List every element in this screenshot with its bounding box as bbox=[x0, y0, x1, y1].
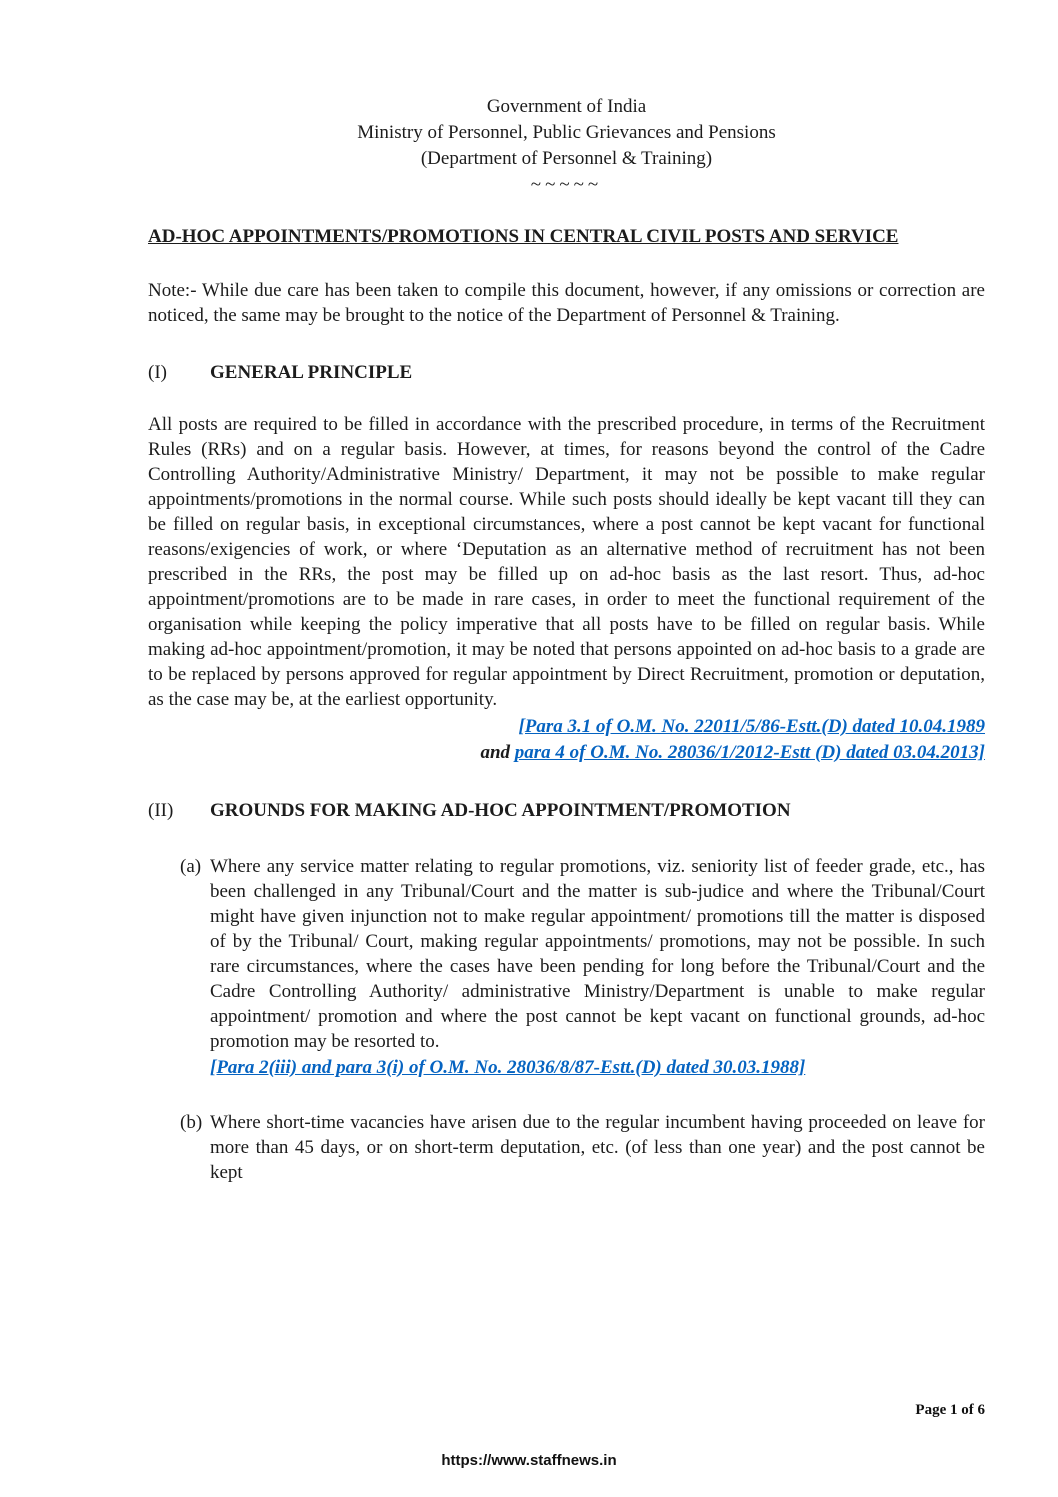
list-item-b-body bbox=[210, 1110, 985, 1185]
note-paragraph: Note:- While due care has been taken to compile this document, however, if any omissions or correction are noticed, the same may be brought to the notice of the Department of Personnel & Training. bbox=[148, 280, 985, 326]
section-2-number: (II) bbox=[148, 800, 174, 821]
list-item-a-text: Where any service matter relating to regular promotions, viz. seniority list of feeder grade, etc., has been challenged in any Tribunal/Court and the matter is sub-judice and where the Tribunal/Court might have given injunction not to make regular appointment/ promotions till the matter is disposed of by the Tribunal/ Court, making regular appointments/ promotions, may not be possible. In such rare circumstances, where the cases have been pending for long before the Tribunal/Court and the Cadre Controlling Authority/ administrative Ministry/Department is unable to make regular appointment/ promotion and where the post cannot be kept vacant on functional grounds, ad-hoc promotion may be resorted to. bbox=[210, 856, 985, 1052]
citation-link-1988[interactable]: [Para 2(iii) and para 3(i) of O.M. No. 28036/8/87-Estt.(D) dated 30.03.1988] bbox=[210, 1057, 806, 1078]
header-ministry-line: Ministry of Personnel, Public Grievances and Pensions bbox=[357, 122, 776, 143]
list-item-a bbox=[148, 854, 985, 1080]
list-item-b bbox=[148, 1110, 985, 1185]
header-tilde-separator: ~~~~~ bbox=[530, 174, 603, 195]
list-item-a-label: (a) bbox=[180, 856, 202, 877]
citation-line-3 bbox=[210, 1055, 985, 1080]
section-1-body: All posts are required to be filled in accordance with the prescribed procedure, in terms of the Recruitment Rules (RRs) and on a regular basis. However, at times, for reasons beyond the control of the Cadre Controlling Authority/Administrative Ministry/ Department, it may not be possible to make regular appointments/promotions in the normal course. While such posts should ideally be kept vacant till they can be filled on regular basis, in exceptional circumstances, where a post cannot be kept vacant for functional reasons/exigencies of work, or where ‘Deputation as an alternative method of recruitment has not been prescribed in the RRs, the post may be filled up on ad-hoc basis as the last resort. Thus, ad-hoc appointment/promotions are to be made in rare cases, in order to meet the functional requirement of the organisation while keeping the policy imperative that all posts have to be filled on regular basis. While making ad-hoc appointment/promotion, it may be noted that persons appointed on ad-hoc basis to a grade are to be replaced by persons approved for regular appointment by Direct Recruitment, promotion or deputation, as the case may be, at the earliest opportunity. bbox=[148, 414, 985, 710]
section-2-title: GROUNDS FOR MAKING AD-HOC APPOINTMENT/PROMOTION bbox=[210, 800, 791, 821]
citation-link-2013[interactable]: para 4 of O.M. No. 28036/1/2012-Estt (D) dated 03.04.2013] bbox=[514, 742, 985, 763]
site-url-link[interactable]: https://www.staffnews.in bbox=[441, 1452, 617, 1469]
citation-line-2 bbox=[148, 740, 985, 766]
citation-line-1 bbox=[148, 714, 985, 740]
header-government-line: Government of India bbox=[486, 96, 647, 117]
list-item-b-text: Where short-time vacancies have arisen due to the regular incumbent having proceeded on leave for more than 45 days, or on short-term deputation, etc. (of less than one year) and the post cannot be kept bbox=[210, 1112, 985, 1183]
page-number: Page 1 of 6 bbox=[915, 1402, 985, 1418]
section-1-heading bbox=[148, 360, 985, 386]
header-department-line: (Department of Personnel & Training) bbox=[420, 148, 713, 169]
section-1-title: GENERAL PRINCIPLE bbox=[210, 362, 413, 383]
document-title: AD-HOC APPOINTMENTS/PROMOTIONS IN CENTRAL CIVIL POSTS AND SERVICE bbox=[148, 226, 899, 247]
list-item-a-body bbox=[210, 854, 985, 1080]
citation-and-prefix: and bbox=[480, 742, 515, 763]
section-1-number: (I) bbox=[148, 362, 167, 383]
document-header bbox=[148, 94, 985, 198]
section-2-heading bbox=[148, 798, 985, 824]
citation-link-1989[interactable]: [Para 3.1 of O.M. No. 22011/5/86-Estt.(D) dated 10.04.1989 bbox=[518, 716, 985, 737]
list-item-b-label: (b) bbox=[180, 1112, 203, 1133]
